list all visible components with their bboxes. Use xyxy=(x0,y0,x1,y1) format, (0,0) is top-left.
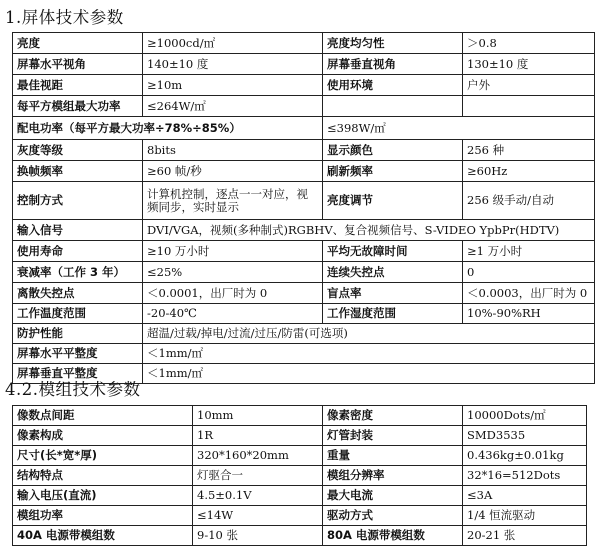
table-row xyxy=(13,406,587,426)
table-row xyxy=(13,304,595,324)
param-value: 10000Dots/㎡ xyxy=(463,406,587,426)
param-value: 0 xyxy=(463,262,595,283)
param-value: 10mm xyxy=(193,406,323,426)
param-value: 1R xyxy=(193,426,323,446)
param-name: 亮度调节 xyxy=(323,182,463,220)
param-name: 40A 电源带模组数 xyxy=(13,526,193,546)
param-value xyxy=(463,96,595,117)
param-name: 重量 xyxy=(323,446,463,466)
param-value: 10%-90%RH xyxy=(463,304,595,324)
param-value: 130±10 度 xyxy=(463,54,595,75)
table-row xyxy=(13,486,587,506)
param-name: 控制方式 xyxy=(13,182,143,220)
param-value: ≥10m xyxy=(143,75,323,96)
table-row xyxy=(13,33,595,54)
param-name: 输入电压(直流) xyxy=(13,486,193,506)
param-name: 防护性能 xyxy=(13,324,143,344)
param-value: 256 种 xyxy=(463,140,595,161)
param-name xyxy=(323,96,463,117)
param-value: 户外 xyxy=(463,75,595,96)
table-row xyxy=(13,344,595,364)
param-name: 工作湿度范围 xyxy=(323,304,463,324)
table-row xyxy=(13,446,587,466)
table-row xyxy=(13,426,587,446)
param-value: 1/4 恒流驱动 xyxy=(463,506,587,526)
module-spec-table xyxy=(12,405,587,546)
param-name: 最大电流 xyxy=(323,486,463,506)
table-row xyxy=(13,161,595,182)
table-row xyxy=(13,117,595,140)
param-name: 离散失控点 xyxy=(13,283,143,304)
table-row xyxy=(13,283,595,304)
param-name: 盲点率 xyxy=(323,283,463,304)
param-value: ≤3A xyxy=(463,486,587,506)
param-value: ≥60 帧/秒 xyxy=(143,161,323,182)
param-value: ≤14W xyxy=(193,506,323,526)
param-name: 显示颜色 xyxy=(323,140,463,161)
param-value: ≤264W/㎡ xyxy=(143,96,323,117)
param-value: 320*160*20mm xyxy=(193,446,323,466)
param-value: 超温/过载/掉电/过流/过压/防雷(可选项) xyxy=(143,324,595,344)
param-name: 平均无故障时间 xyxy=(323,241,463,262)
param-name: 模组分辨率 xyxy=(323,466,463,486)
param-value: 9-10 张 xyxy=(193,526,323,546)
param-value: 20-21 张 xyxy=(463,526,587,546)
param-value: 256 级手动/自动 xyxy=(463,182,595,220)
param-value: ≥1 万小时 xyxy=(463,241,595,262)
param-name: 衰减率（工作 3 年） xyxy=(13,262,143,283)
param-name: 屏幕垂直平整度 xyxy=(13,364,143,384)
param-name: 80A 电源带模组数 xyxy=(323,526,463,546)
param-value: ≥10 万小时 xyxy=(143,241,323,262)
table-row xyxy=(13,140,595,161)
param-value: 32*16=512Dots xyxy=(463,466,587,486)
table-row xyxy=(13,182,595,220)
param-value: ≤398W/㎡ xyxy=(323,117,595,140)
param-name: 像数点间距 xyxy=(13,406,193,426)
param-name: 灰度等级 xyxy=(13,140,143,161)
param-name: 模组功率 xyxy=(13,506,193,526)
param-value: 0.436kg±0.01kg xyxy=(463,446,587,466)
param-name: 刷新频率 xyxy=(323,161,463,182)
param-value: SMD3535 xyxy=(463,426,587,446)
param-name: 使用环境 xyxy=(323,75,463,96)
param-value: 4.5±0.1V xyxy=(193,486,323,506)
param-value: ≤25% xyxy=(143,262,323,283)
param-name: 驱动方式 xyxy=(323,506,463,526)
param-name: 像素密度 xyxy=(323,406,463,426)
param-value: ＜0.0003，出厂时为 0 xyxy=(463,283,595,304)
table-row xyxy=(13,324,595,344)
param-value: 8bits xyxy=(143,140,323,161)
section-1-title: 1.屏体技术参数 xyxy=(5,8,124,27)
param-name: 尺寸(长*宽*厚) xyxy=(13,446,193,466)
param-name: 结构特点 xyxy=(13,466,193,486)
param-value: ＜1mm/㎡ xyxy=(143,344,595,364)
table-row xyxy=(13,262,595,283)
param-name: 屏幕水平视角 xyxy=(13,54,143,75)
param-value: ≥1000cd/㎡ xyxy=(143,33,323,54)
param-name: 换帧频率 xyxy=(13,161,143,182)
param-name: 亮度 xyxy=(13,33,143,54)
screen-spec-table xyxy=(12,32,595,384)
param-name: 像素构成 xyxy=(13,426,193,446)
param-name: 使用寿命 xyxy=(13,241,143,262)
table-row xyxy=(13,54,595,75)
param-name: 工作温度范围 xyxy=(13,304,143,324)
param-name: 每平方模组最大功率 xyxy=(13,96,143,117)
table-row xyxy=(13,506,587,526)
param-name: 亮度均匀性 xyxy=(323,33,463,54)
param-name: 屏幕垂直视角 xyxy=(323,54,463,75)
param-value: ≥60Hz xyxy=(463,161,595,182)
table-row xyxy=(13,75,595,96)
param-value: -20-40℃ xyxy=(143,304,323,324)
param-name: 灯管封装 xyxy=(323,426,463,446)
table-row xyxy=(13,220,595,241)
table-row xyxy=(13,526,587,546)
param-name: 屏幕水平平整度 xyxy=(13,344,143,364)
param-value: ＞0.8 xyxy=(463,33,595,54)
param-value: ＜1mm/㎡ xyxy=(143,364,595,384)
param-name: 连续失控点 xyxy=(323,262,463,283)
param-value: 140±10 度 xyxy=(143,54,323,75)
param-name: 配电功率（每平方最大功率÷78%÷85%） xyxy=(13,117,323,140)
param-value: 灯驱合一 xyxy=(193,466,323,486)
param-value: ＜0.0001，出厂时为 0 xyxy=(143,283,323,304)
param-name: 输入信号 xyxy=(13,220,143,241)
param-value: DVI/VGA，视频(多种制式)RGBHV、复合视频信号、S-VIDEO YpbPr(HDTV) xyxy=(143,220,595,241)
section-2-title: 4.2.模组技术参数 xyxy=(5,380,141,399)
table-row xyxy=(13,241,595,262)
param-value: 计算机控制，逐点一一对应，视频同步，实时显示 xyxy=(143,182,323,220)
table-row xyxy=(13,466,587,486)
table-row xyxy=(13,96,595,117)
param-name: 最佳视距 xyxy=(13,75,143,96)
